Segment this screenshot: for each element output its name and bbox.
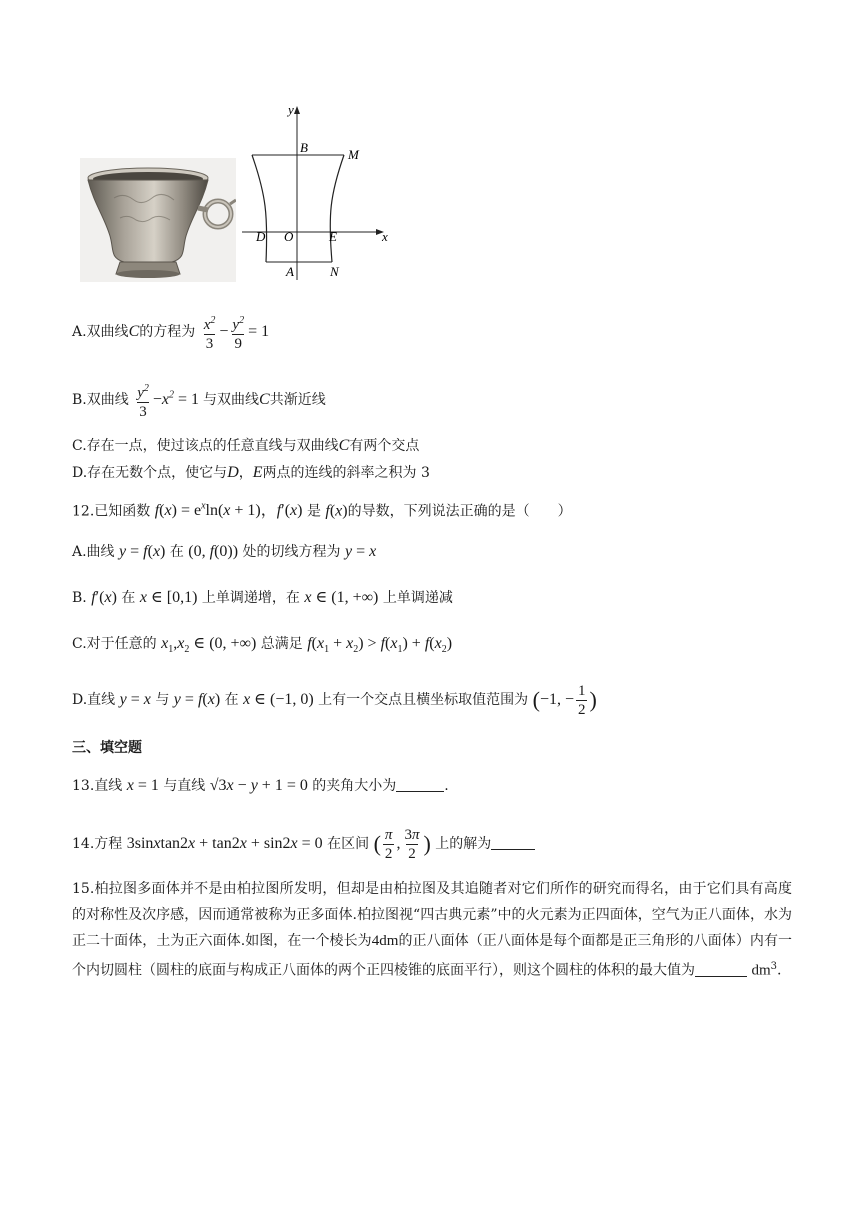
q12-option-d: D.直线 y = x 与 y = f(x) 在 x ∈ (−1, 0) 上有一个交点且横坐标取值范围为 (−1, − $\frac{1}{2}$ ) xyxy=(72,683,597,718)
label-O: O xyxy=(284,229,294,244)
q15: 15.柏拉图多面体并不是由柏拉图所发明，但却是由柏拉图及其追随者对它们所作的研究而得名，由于它们具有高度的对称性及次序感，因而通常被称为正多面体.柏拉图视“四古典元素”中的火元素为正四面体，空气为正八面体，水为正二十面体，土为正六面体.如图，在一个棱长为4dm的正八面体（正八面体是每个面都是正三角形的八面体）内有一个内切圆柱（圆柱的底面与构成正八面体的两个正四棱锥的底面平行），则这个圆柱的体积的最大值为 $dm^3$. xyxy=(72,881,792,979)
q14-answer-blank[interactable] xyxy=(491,835,535,850)
y-axis-arrow-icon xyxy=(294,106,300,114)
label-x: x xyxy=(382,229,388,244)
hyperbola-right-branch xyxy=(330,155,344,262)
q12-option-b: B. f′(x) 在 x ∈ [0,1) 上单调递增，在 x ∈ (1, +∞) 上单调递减 xyxy=(72,589,453,606)
label-N: N xyxy=(330,264,339,279)
section-title: 三、填空题 xyxy=(72,740,142,756)
q11-option-c: C.存在一点，使过该点的任意直线与双曲线C有两个交点 xyxy=(72,437,420,454)
label-y: y xyxy=(288,102,294,117)
q15-answer-blank[interactable] xyxy=(695,962,747,977)
q11-option-a: A.双曲线C的方程为 $\frac{x^2}{3}$ − $\frac{y^2}{9}$ = 1 xyxy=(72,315,270,352)
q14: 14.方程 3sinxtan2x + tan2x + sin2x = 0 在区间 ( $\frac{\pi}{2}$ , $\frac{3\pi}{2}$ ) 上的解为 xyxy=(72,826,535,863)
label-A: A xyxy=(286,264,294,279)
q12-stem: 12.已知函数 $f(x) = e^x\ln(x + 1)$，f′(x) 是 f(x)的导数，下列说法正确的是（ ） xyxy=(72,501,572,520)
label-D: D xyxy=(256,229,266,244)
hyperbola-left-branch xyxy=(252,155,267,262)
q12-option-a: A.曲线 y = f(x) 在 (0, f(0)) 处的切线方程为 y = x xyxy=(72,543,377,560)
q13: 13.直线 x = 1 与直线 √3x − y + 1 = 0 的夹角大小为 . xyxy=(72,777,449,794)
silver-cup-image xyxy=(80,158,236,282)
q12-option-c: C.对于任意的 $x_1,x_2$ ∈ (0, +∞) 总满足 $f(x_1 + x_2) > f(x_1) + f(x_2)$ xyxy=(72,635,453,656)
q11-option-b: B.双曲线 $\frac{y^2}{3}$ $-x^2 = 1$ 与双曲线C共渐近线 xyxy=(72,383,326,420)
q11-option-d: D.存在无数个点，使它与D，E两点的连线的斜率之积为 3 xyxy=(72,464,430,481)
q13-answer-blank[interactable] xyxy=(396,777,444,792)
cup-photo xyxy=(80,158,236,282)
hyperbola-diagram xyxy=(242,100,392,285)
label-E: E xyxy=(329,229,337,244)
label-B: B xyxy=(300,140,308,155)
label-M: M xyxy=(348,147,359,162)
